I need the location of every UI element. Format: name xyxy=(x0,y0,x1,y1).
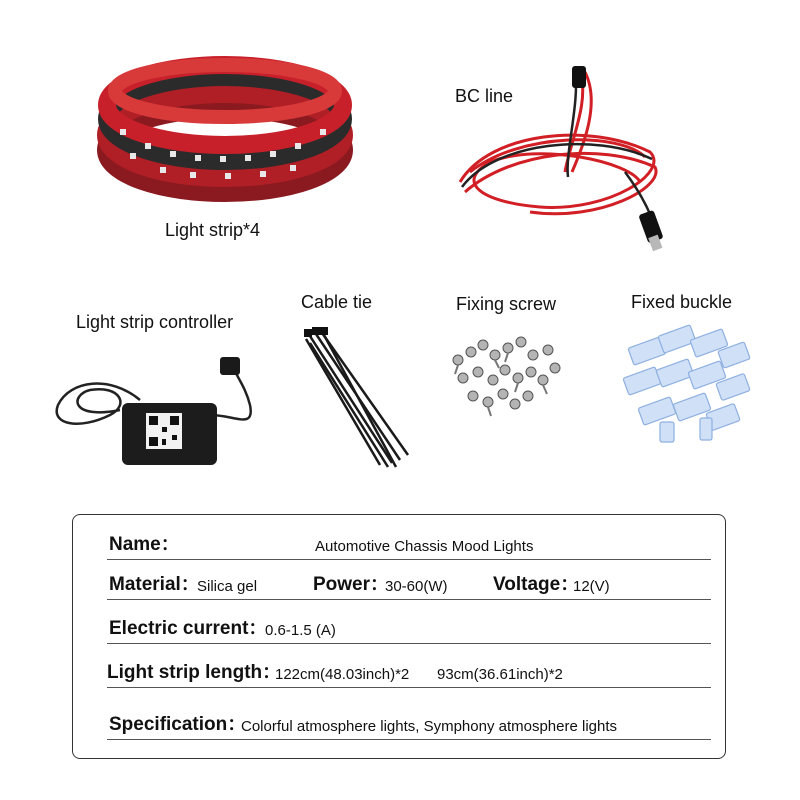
material-value: Silica gel xyxy=(197,578,258,595)
controller-image xyxy=(50,355,270,470)
spec-row-name xyxy=(107,529,711,560)
bc-line-label: BC line xyxy=(455,86,514,106)
spec-row-length xyxy=(107,657,711,688)
current-value: 0.6-1.5 (A) xyxy=(265,622,336,639)
power-key: Power： xyxy=(313,574,390,595)
name-key: Name： xyxy=(109,534,180,555)
specification-key: Specification： xyxy=(109,714,247,735)
cable-tie-label: Cable tie xyxy=(301,292,373,312)
light-strip-image xyxy=(90,55,360,205)
length-value-1: 122cm(48.03inch)*2 xyxy=(275,666,410,683)
length-value-2: 93cm(36.61inch)*2 xyxy=(437,666,563,683)
spec-row-current xyxy=(107,613,711,644)
controller-label: Light strip controller xyxy=(76,312,234,332)
specification-value: Colorful atmosphere lights, Symphony atmosphere lights xyxy=(241,718,618,735)
bc-line-image xyxy=(450,62,680,257)
fixed-buckle-image xyxy=(620,322,755,447)
fixed-buckle-label: Fixed buckle xyxy=(631,292,733,312)
fixing-screw-label: Fixing screw xyxy=(456,294,557,314)
spec-row-specification xyxy=(107,709,711,740)
light-strip-label: Light strip*4 xyxy=(165,220,261,240)
spec-row-material xyxy=(107,569,711,600)
name-value: Automotive Chassis Mood Lights xyxy=(315,538,534,555)
material-key: Material： xyxy=(109,574,200,595)
fixing-screw-image xyxy=(443,330,568,420)
voltage-value: 12(V) xyxy=(573,578,610,595)
cable-tie-image xyxy=(300,325,415,470)
power-value: 30-60(W) xyxy=(385,578,448,595)
length-key: Light strip length： xyxy=(107,662,282,683)
voltage-key: Voltage： xyxy=(493,574,580,595)
current-key: Electric current： xyxy=(109,618,268,639)
specification-panel xyxy=(72,514,726,759)
